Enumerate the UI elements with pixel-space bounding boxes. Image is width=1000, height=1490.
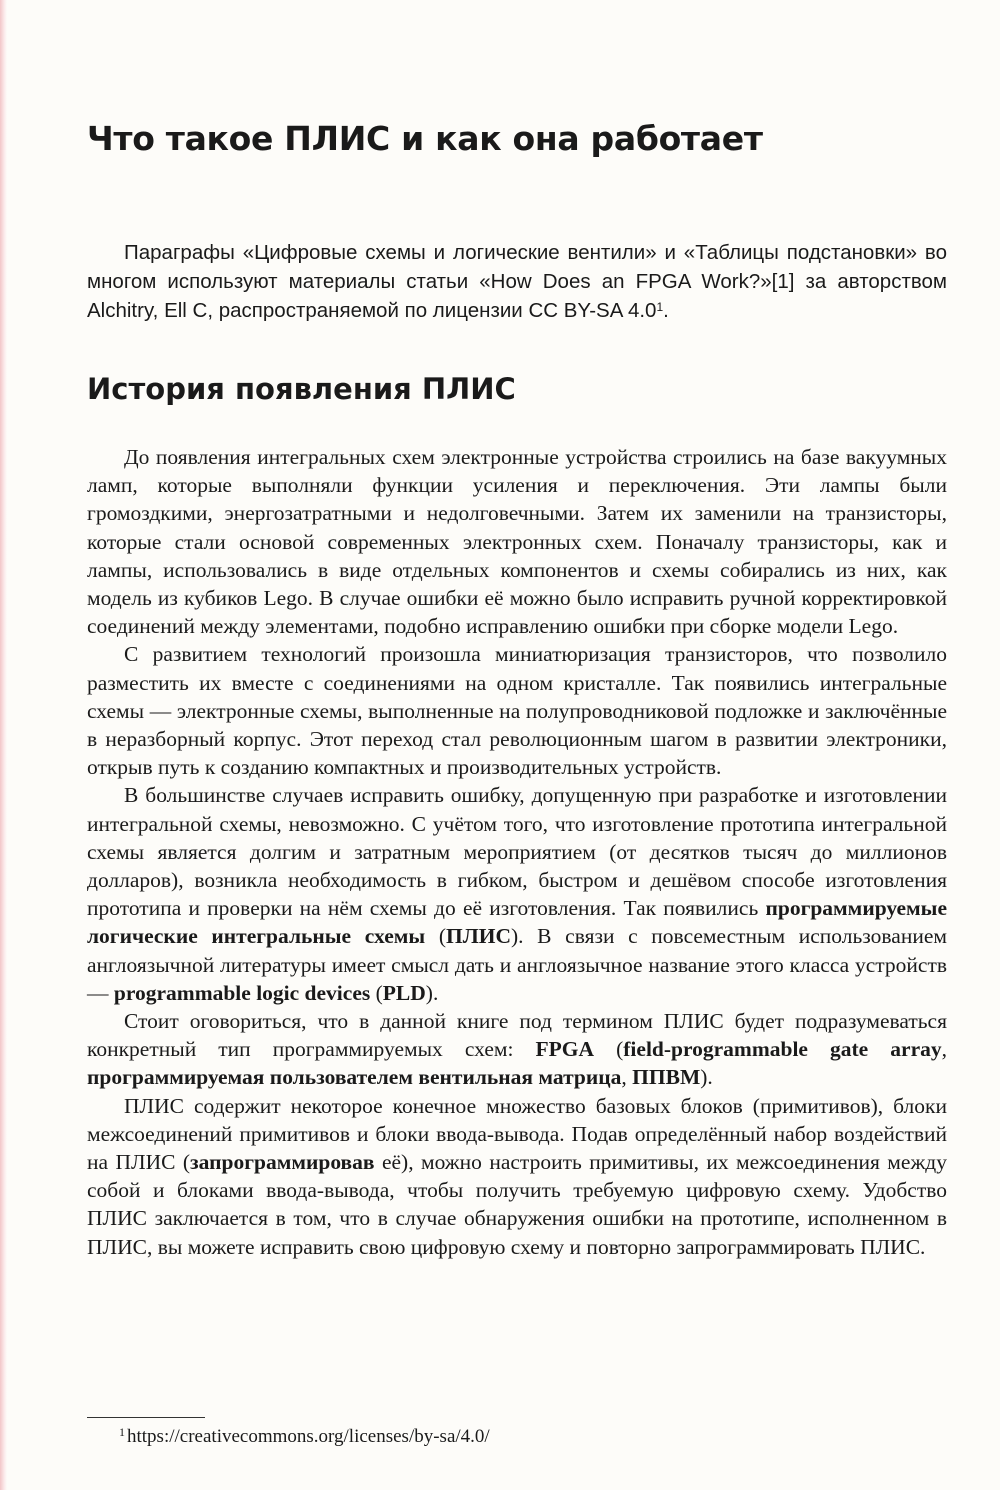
footnote-number: 1 (119, 1425, 125, 1439)
term-plis: ПЛИС (446, 924, 511, 949)
attribution-note: Параграфы «Цифровые схемы и логические вентили» и «Таблицы подстановки» во многом используют материалы статьи «How Does an FPGA Work?»[1] за авторством Alchitry, Ell C, распространяемой по лицензии CC BY-SA $4.0^1$. (87, 241, 947, 322)
section-title: История появления ПЛИС (87, 372, 516, 406)
term-pld-ru: программируемые логические интегральные схемы (87, 896, 947, 949)
paragraph-3: В большинстве случаев исправить ошибку, допущенную при разработке и изготовлении интегральной схемы, невозможно. С учётом того, что изготовление прототипа интегральной схемы является долгим и затратным мероприятием (от десятков тысяч до миллионов долларов), возникла необходимость в гибком, быстром и дешёвом способе изготовления прототипа и проверки на нём схемы до её изготовления. Так появились программируемые логические интегральные схемы (ПЛИС). В связи с повсеместным использованием англоязычной литературы имеет смысл дать и англоязычное название этого класса устройств — programmable logic devices (PLD). (87, 783, 947, 1005)
attribution-text: Параграфы «Цифровые схемы и логические вентили» и «Таблицы подстановки» во многом используют материалы статьи «How Does an FPGA Work?»[1] за авторством Alchitry, Ell C, распространяемой по лицензии CC BY-SA 4.0 (87, 241, 947, 322)
footnote-ref[interactable]: 1 (656, 300, 664, 314)
term-ppvm: ППВМ (632, 1065, 701, 1090)
term-fpga: FPGA (535, 1037, 595, 1062)
paragraph-1: До появления интегральных схем электронные устройства строились на базе вакуумных ламп, которые выполняли функции усиления и переключения. Эти лампы были громоздкими, энергозатратными и недолговечными. Затем их заменили на транзисторы, которые стали основой современных электронных схем. Поначалу транзисторы, как и лампы, использовались в виде отдельных компонентов и схемы собирались из них, как модель из кубиков Lego. В случае ошибки её можно было исправить ручной корректировкой соединений между элементами, подобно исправлению ошибки при сборке модели Lego. (87, 445, 947, 639)
section-body (87, 443, 947, 1261)
term-pld-en: programmable logic devices (113, 980, 371, 1005)
footnote-divider (87, 1417, 205, 1418)
term-fpga-en: field-programmable gate array (623, 1037, 942, 1062)
term-pld-abbr: PLD (382, 980, 426, 1005)
page-edge-tint (0, 0, 7, 1490)
paragraph-5: ПЛИС содержит некоторое конечное множество базовых блоков (примитивов), блоки межсоединений примитивов и блоки ввода-вывода. Подав определённый набор воздействий на ПЛИС (запрограммировав её), можно настроить примитивы, их межсоединения между собой и блоками ввода-вывода, чтобы получить требуемую цифровую схему. Удобство ПЛИС заключается в том, что в случае обнаружения ошибки на прототипе, исполненном в ПЛИС, вы можете исправить свою цифровую схему и повторно запрограммировать ПЛИС. (87, 1093, 947, 1259)
term-programmed: запрограммировав (190, 1150, 375, 1175)
footnote (119, 1426, 490, 1448)
footnote-link[interactable]: https://creativecommons.org/licenses/by-sa/4.0/ (127, 1426, 490, 1447)
paragraph-4: Стоит оговориться, что в данной книге под термином ПЛИС будет подразумеваться конкретный тип программируемых схем: FPGA (field-programmable gate array, программируемая пользователем вентильная матрица, ППВМ). (87, 1009, 947, 1090)
chapter-title: Что такое ПЛИС и как она работает (87, 119, 763, 158)
term-fpga-ru: программируемая пользователем вентильная матрица (87, 1065, 622, 1090)
paragraph-2: С развитием технологий произошла миниатюризация транзисторов, что позволило разместить их вместе с соединениями на одном кристалле. Так появились интегральные схемы — электронные схемы, выполненные на полупроводниковой подложке и заключённые в неразборный корпус. Этот переход стал революционным шагом в развитии электроники, открыв путь к созданию компактных и производительных устройств. (87, 642, 947, 780)
